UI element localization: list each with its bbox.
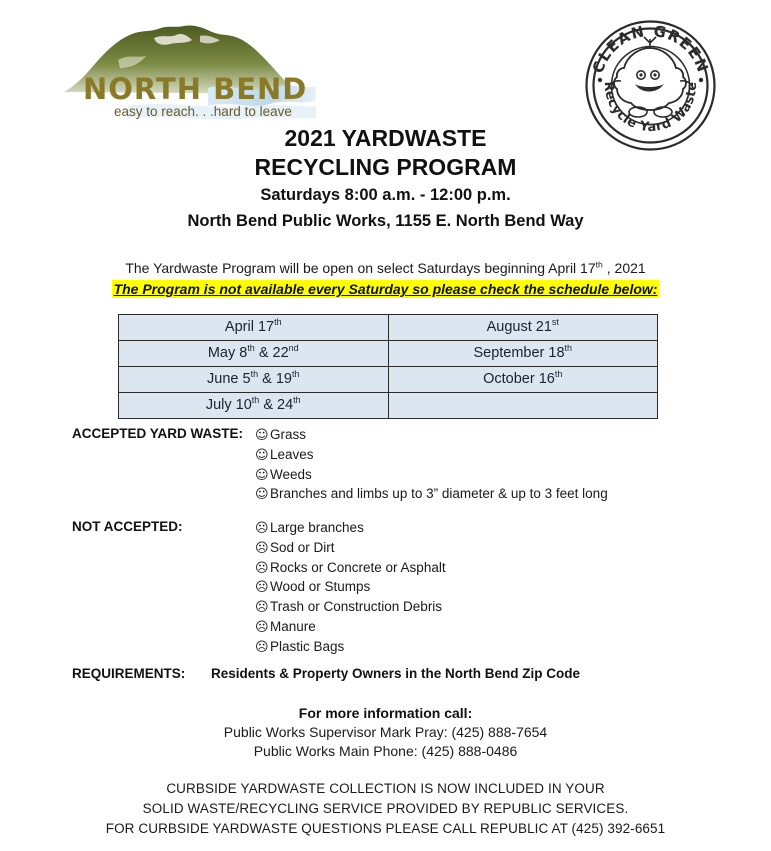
- list-item: [255, 466, 608, 486]
- page-subtitle-hours: Saturdays 8:00 a.m. - 12:00 p.m.: [260, 186, 511, 204]
- north-bend-logo: [58, 14, 318, 124]
- table-row: [119, 315, 658, 341]
- cell-text-2: & 22: [254, 345, 289, 361]
- list-item-label: Large branches: [270, 520, 364, 535]
- intro-text-sup: th: [595, 259, 603, 270]
- cell-sup: th: [251, 395, 260, 406]
- cell-text: October 16: [483, 371, 555, 387]
- list-item-label: Manure: [270, 618, 316, 634]
- schedule-cell-left: [119, 393, 389, 419]
- accepted-section: [0, 426, 771, 516]
- not-accepted-list: [255, 519, 446, 658]
- cell-sup-2: nd: [288, 343, 299, 354]
- schedule-table: [118, 314, 658, 419]
- contact-main-phone: Public Works Main Phone: (425) 888-0486: [253, 743, 518, 759]
- frowny-icon: ☹: [255, 521, 269, 536]
- frowny-icon: ☹: [255, 580, 269, 596]
- cell-sup-2: th: [291, 369, 300, 380]
- frowny-icon: ☹: [255, 619, 269, 635]
- schedule-cell-left: [119, 341, 389, 367]
- list-item: [255, 519, 446, 539]
- cell-sup-2: th: [293, 395, 301, 406]
- requirements-value: Residents & Property Owners in the North Bend Zip Code: [211, 666, 581, 681]
- requirements-label: REQUIREMENTS:: [72, 666, 186, 681]
- list-item: [255, 539, 446, 559]
- cell-sup: st: [551, 317, 559, 328]
- smiley-icon: ☺: [255, 467, 269, 483]
- list-item: [255, 638, 446, 658]
- schedule-cell-right: [388, 315, 658, 341]
- cell-text: April 17: [224, 319, 275, 335]
- cell-text: August 21: [486, 319, 552, 335]
- list-item-label: Sod or Dirt: [270, 539, 335, 555]
- cell-text-2: & 19: [258, 371, 292, 387]
- cell-text: June 5: [207, 371, 251, 387]
- cell-sup: th: [554, 369, 563, 380]
- contact-heading: For more information call:: [298, 705, 473, 721]
- list-item-label: Trash or Construction Debris: [270, 599, 443, 615]
- cell-sup: th: [274, 317, 282, 328]
- accepted-label: ACCEPTED YARD WASTE:: [72, 426, 244, 441]
- intro-text: [0, 260, 771, 276]
- contact-section: [0, 704, 771, 761]
- requirements-section: [0, 666, 771, 690]
- list-item: [255, 559, 446, 579]
- schedule-notice-highlight: The Program is not available every Saturday so please check the schedule below:: [113, 281, 658, 297]
- schedule-cell-right: [388, 341, 658, 367]
- north-bend-wordmark: NORTH BEND: [83, 72, 308, 106]
- schedule-cell-right: [388, 367, 658, 393]
- clean-green-bottom-text: Recycle Yard Waste: [600, 81, 701, 136]
- cell-sup: th: [564, 343, 573, 354]
- smiley-icon: ☺: [255, 428, 269, 443]
- contact-supervisor: Public Works Supervisor Mark Pray: (425) 888-7654: [223, 724, 548, 740]
- footer-section: [0, 779, 771, 839]
- clean-green-top-text: CLEAN GREEN: [588, 21, 713, 76]
- footer-line-1: CURBSIDE YARDWASTE COLLECTION IS NOW INCLUDED IN YOUR: [166, 781, 605, 796]
- smiley-icon: ☺: [255, 487, 269, 503]
- not-accepted-section: [0, 519, 771, 655]
- list-item-label: Leaves: [270, 446, 314, 462]
- cell-text: September 18: [473, 345, 565, 361]
- list-item: [255, 598, 446, 618]
- list-item-label: Grass: [270, 427, 307, 442]
- list-item: [255, 578, 446, 598]
- list-item-label: Plastic Bags: [270, 638, 345, 654]
- frowny-icon: ☹: [255, 540, 269, 556]
- cell-sup: th: [247, 343, 255, 354]
- table-row: [119, 367, 658, 393]
- list-item: [255, 426, 608, 446]
- schedule-cell-right-empty: [388, 393, 658, 419]
- schedule-cell-left: [119, 367, 389, 393]
- page-subtitle-address: North Bend Public Works, 1155 E. North Bend Way: [187, 212, 584, 230]
- list-item-label: Rocks or Concrete or Asphalt: [270, 559, 446, 575]
- cell-text: May 8: [207, 345, 248, 361]
- intro-text-pre: The Yardwaste Program will be open on select Saturdays beginning April 17: [125, 260, 596, 276]
- schedule-notice: [0, 281, 771, 297]
- north-bend-tagline: easy to reach. . .hard to leave: [114, 104, 292, 119]
- list-item-label: Wood or Stumps: [270, 579, 371, 595]
- frowny-icon: ☹: [255, 560, 269, 576]
- list-item: [255, 446, 608, 466]
- page-title-line2: RECYCLING PROGRAM: [254, 154, 517, 180]
- list-item-label: Weeds: [270, 466, 312, 482]
- list-item: [255, 485, 608, 505]
- intro-text-post: , 2021: [602, 260, 646, 276]
- cell-text-2: & 24: [259, 397, 294, 413]
- page-title-block: [0, 124, 771, 234]
- frowny-icon: ☹: [255, 639, 269, 655]
- table-row: [119, 393, 658, 419]
- table-row: [119, 341, 658, 367]
- footer-line-2: SOLID WASTE/RECYCLING SERVICE PROVIDED BY REPUBLIC SERVICES.: [142, 801, 629, 816]
- smiley-icon: ☺: [255, 447, 269, 463]
- cell-sup: th: [250, 369, 259, 380]
- accepted-list: [255, 426, 608, 505]
- frowny-icon: ☹: [255, 600, 269, 616]
- list-item: [255, 618, 446, 638]
- not-accepted-label: NOT ACCEPTED:: [72, 519, 183, 534]
- cell-text: July 10: [205, 397, 252, 413]
- footer-line-3: FOR CURBSIDE YARDWASTE QUESTIONS PLEASE CALL REPUBLIC AT (425) 392-6651: [105, 821, 666, 836]
- schedule-cell-left: [119, 315, 389, 341]
- page-title-line1: 2021 YARDWASTE: [284, 125, 487, 151]
- list-item-label: Branches and limbs up to 3” diameter & up to 3 feet long: [270, 486, 608, 502]
